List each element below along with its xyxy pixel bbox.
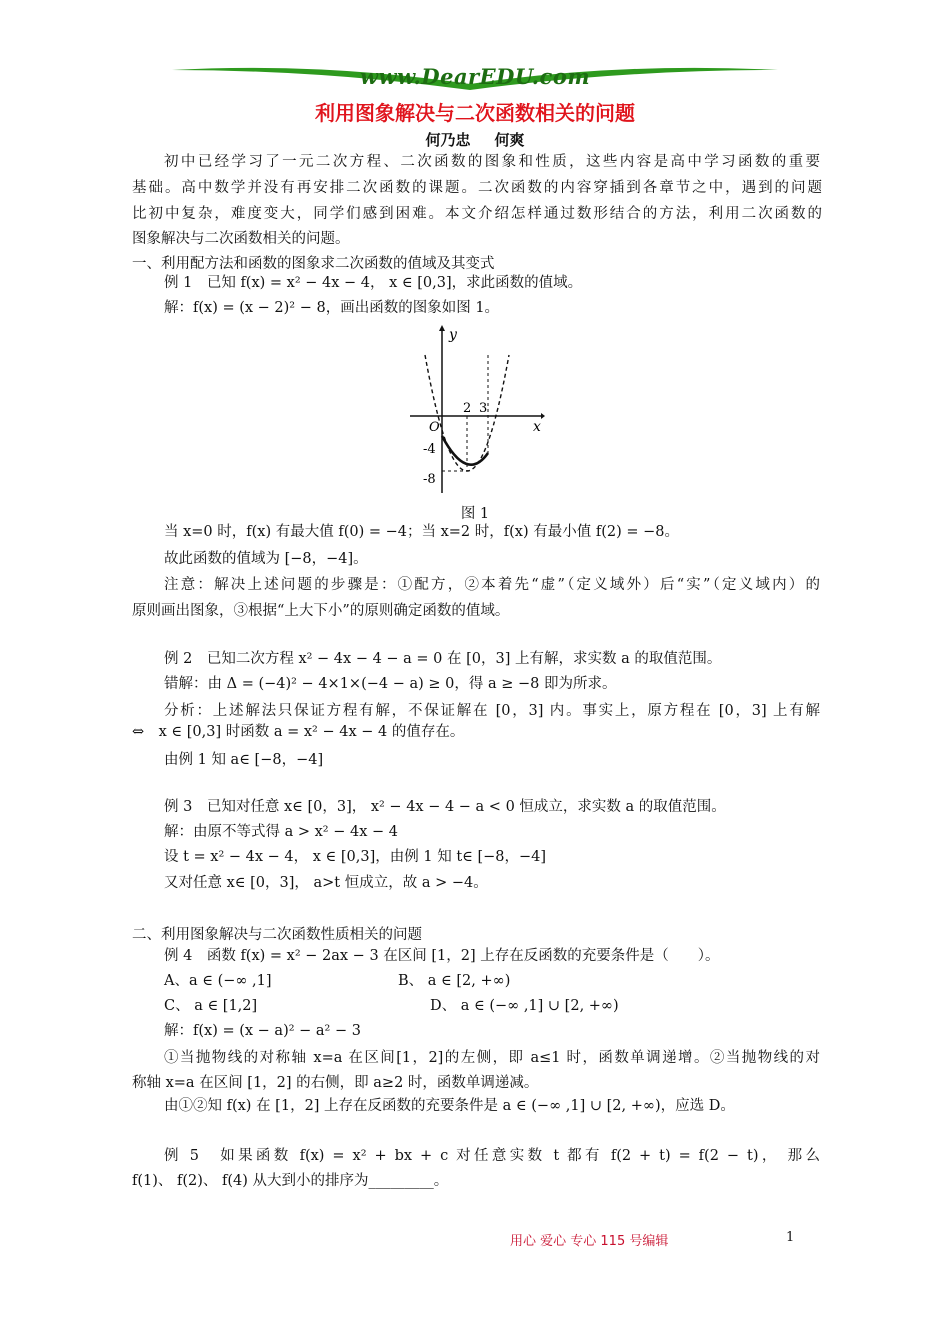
origin-label: O	[429, 420, 440, 435]
author-1: 何乃忠	[425, 131, 471, 149]
example-3-step-2: 设 t = x² − 4x − 4， x ∈ [0,3]，由例 1 知 t∈ [−8，−4]	[164, 849, 547, 865]
example-4-conclusion: 由①②知 f(x) 在 [1，2] 上存在反函数的充要条件是 a ∈ (−∞ ,1] ∪ [2, +∞)，应选 D。	[164, 1098, 735, 1114]
tick-minus-8: -8	[423, 472, 436, 487]
example-4-case-2: 称轴 x=a 在区间 [1，2] 的右侧，即 a≥2 时，函数单调递减。	[132, 1075, 539, 1091]
example-2-analysis-1: 分析：上述解法只保证方程有解，不保证解在 [0，3] 内。事实上，原方程在 [0，3] 上有解	[164, 703, 820, 719]
example-4-options-row-2	[164, 996, 820, 1016]
example-1-solution: 解：f(x) = (x − 2)² − 8，画出函数的图象如图 1。	[164, 300, 500, 316]
site-url: www.DearEDU.com	[359, 64, 591, 89]
example-5-question-1: 例 5 如果函数 f(x) = x² + bx + c 对任意实数 t 都有 f(2 + t) = f(2 − t)， 那么	[164, 1148, 820, 1164]
intro-line-4: 图象解决与二次函数相关的问题。	[132, 231, 350, 247]
example-1-result-2: 故此函数的值域为 [−8，−4]。	[164, 551, 368, 567]
option-b: B、 a ∈ [2, +∞)	[398, 973, 511, 989]
authors	[0, 129, 950, 150]
y-axis-arrow	[439, 325, 445, 331]
intro-line-2: 基础。高中数学并没有再安排二次函数的课题。二次函数的内容穿插到各章节之中，遇到的问题	[132, 180, 822, 196]
y-label: y	[449, 327, 457, 343]
example-2-question: 例 2 已知二次方程 x² − 4x − 4 − a = 0 在 [0，3] 上有解，求实数 a 的取值范围。	[164, 651, 722, 667]
note-line-2: 原则画出图象，③根据“上大下小”的原则确定函数的值域。	[132, 603, 510, 619]
example-1-question: 例 1 已知 f(x) = x² − 4x − 4， x ∈ [0,3]，求此函数的值域。	[164, 275, 583, 291]
option-d: D、 a ∈ (−∞ ,1] ∪ [2, +∞)	[430, 998, 619, 1014]
page-number: 1	[786, 1230, 795, 1245]
tick-minus-4: -4	[423, 442, 436, 457]
site-header	[170, 58, 780, 98]
tick-2: 2	[463, 401, 472, 416]
section-2-heading: 二、利用图象解决与二次函数性质相关的问题	[132, 927, 422, 943]
author-2: 何爽	[494, 131, 525, 149]
example-2-analysis-3: 由例 1 知 a∈ [−8，−4]	[164, 752, 324, 768]
example-4-question: 例 4 函数 f(x) = x² − 2ax − 3 在区间 [1，2] 上存在反函数的充要条件是（ ）。	[164, 948, 720, 964]
example-5-question-2: f(1)、 f(2)、 f(4) 从大到小的排序为_________。	[132, 1173, 449, 1189]
tick-3: 3	[479, 401, 488, 416]
option-c: C、 a ∈ [1,2]	[164, 998, 258, 1014]
example-3-question: 例 3 已知对任意 x∈ [0，3]， x² − 4x − 4 − a < 0 恒成立，求实数 a 的取值范围。	[164, 799, 726, 815]
article-title: 利用图象解决与二次函数相关的问题	[315, 101, 635, 125]
example-4-options-row-1	[164, 971, 820, 991]
example-3-step-3: 又对任意 x∈ [0，3]， a>t 恒成立，故 a > −4。	[164, 875, 488, 891]
figure-1-caption: 图 1	[460, 506, 490, 522]
example-3-step-1: 解：由原不等式得 a > x² − 4x − 4	[164, 824, 398, 840]
option-a: A、a ∈ (−∞ ,1]	[164, 973, 272, 989]
example-2-analysis-2: ⇔ x ∈ [0,3] 时函数 a = x² − 4x − 4 的值存在。	[132, 724, 465, 740]
example-4-solution: 解：f(x) = (x − a)² − a² − 3	[164, 1023, 361, 1039]
footer-editor-note: 用心 爱心 专心 115 号编辑	[510, 1234, 669, 1249]
note-line-1: 注意：解决上述问题的步骤是：①配方，②本着先“虚”（定义域外）后“实”（定义域内）的	[164, 577, 820, 593]
example-1-result-1: 当 x=0 时，f(x) 有最大值 f(0) = −4；当 x=2 时，f(x) 有最小值 f(2) = −8。	[164, 524, 679, 540]
intro-line-1: 初中已经学习了一元二次方程、二次函数的图象和性质，这些内容是高中学习函数的重要	[164, 154, 820, 170]
section-1-heading: 一、利用配方法和函数的图象求二次函数的值域及其变式	[132, 256, 495, 272]
example-4-case-1: ①当抛物线的对称轴 x=a 在区间[1，2]的左侧，即 a≤1 时，函数单调递增。②当抛物线的对	[164, 1050, 820, 1066]
x-axis-arrow	[541, 413, 545, 419]
example-2-wrong-solution: 错解：由 Δ = (−4)² − 4×1×(−4 − a) ≥ 0，得 a ≥ −8 即为所求。	[164, 676, 617, 692]
intro-line-3: 比初中复杂，难度变大，同学们感到困难。本文介绍怎样通过数形结合的方法，利用二次函数的	[132, 206, 822, 222]
parabola-figure	[405, 325, 545, 495]
x-label: x	[533, 419, 541, 435]
